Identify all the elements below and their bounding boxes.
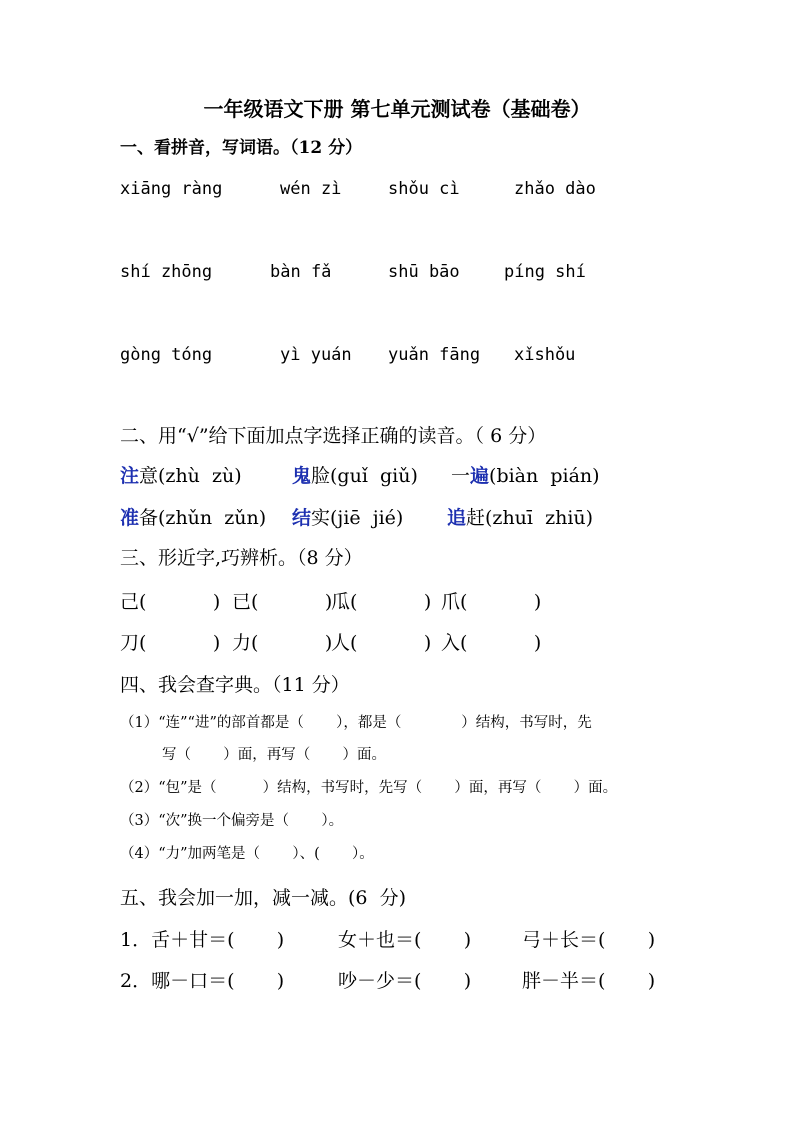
reading-options: 脸(guǐ giǔ) <box>311 465 418 487</box>
pinyin-item: shí zhōng <box>120 262 213 282</box>
dotted-character: 准 <box>120 507 140 529</box>
pinyin-item: xiāng ràng <box>120 179 223 199</box>
reading-item <box>292 505 403 531</box>
question-line: （4）“力”加两笔是（ ）、( ）。 <box>120 846 374 862</box>
pinyin-item: gòng tóng <box>120 345 213 365</box>
char-blank: 己( ) <box>120 591 221 613</box>
reading-item <box>292 463 418 489</box>
pinyin-item: zhǎo dào <box>514 179 596 199</box>
equation: 胖－半＝( ) <box>522 970 656 992</box>
char-blank: 人( ) <box>331 632 432 654</box>
char-blank: 爪( ) <box>441 591 542 613</box>
dotted-character: 注 <box>120 465 140 487</box>
char-blank: 瓜( ) <box>331 591 432 613</box>
reading-item <box>447 505 593 531</box>
question-line: 写（ ）面，再写（ ）面。 <box>162 747 387 763</box>
pinyin-item: yuǎn fāng <box>388 345 481 365</box>
pinyin-item: xǐshǒu <box>514 345 576 365</box>
char-blank: 刀( ) <box>120 632 221 654</box>
equation: 2．哪－口＝( ) <box>120 970 285 992</box>
dotted-character: 遍 <box>470 465 490 487</box>
pinyin-item: shū bāo <box>388 262 460 282</box>
equation: 吵－少＝( ) <box>338 970 472 992</box>
question-line: （3）“次”换一个偏旁是（ ）。 <box>120 813 344 829</box>
pinyin-item: wén zì <box>280 179 342 199</box>
pinyin-item: bàn fǎ <box>270 262 332 282</box>
dotted-character: 追 <box>447 507 467 529</box>
reading-options: 备(zhǔn zǔn) <box>139 507 267 529</box>
reading-options: 意(zhù zù) <box>139 465 242 487</box>
question-line: （1）“连”“进”的部首都是（ ），都是（ ）结构，书写时，先 <box>120 715 592 731</box>
question-line: （2）“包”是（ ）结构，书写时，先写（ ）面，再写（ ）面。 <box>120 780 618 796</box>
pinyin-item: yì yuán <box>280 345 352 365</box>
reading-prefix: 一 <box>451 465 471 487</box>
reading-item <box>120 505 266 531</box>
section-1-heading: 一、看拼音，写词语。（12 分） <box>120 138 363 158</box>
char-blank: 已( ) <box>232 591 333 613</box>
reading-item <box>451 463 600 489</box>
reading-options: 赶(zhuī zhiū) <box>466 507 594 529</box>
reading-options: 实(jiē jié) <box>311 507 404 529</box>
equation: 弓＋长＝( ) <box>522 929 656 951</box>
section-3-heading: 三、形近字,巧辨析。（8 分） <box>120 547 363 569</box>
reading-item <box>120 463 242 489</box>
reading-options: (biàn pián) <box>489 465 600 487</box>
page-title: 一年级语文下册 第七单元测试卷（基础卷） <box>203 97 591 121</box>
section-5-heading: 五、我会加一加，减一减。(6 分) <box>120 887 406 909</box>
section-4-heading: 四、我会查字典。（11 分） <box>120 674 350 696</box>
section-2-heading: 二、用“√”给下面加点字选择正确的读音。（ 6 分） <box>120 425 547 447</box>
pinyin-item: shǒu cì <box>388 179 460 199</box>
pinyin-item: píng shí <box>504 262 586 282</box>
char-blank: 力( ) <box>232 632 333 654</box>
char-blank: 入( ) <box>441 632 542 654</box>
dotted-character: 结 <box>292 507 312 529</box>
dotted-character: 鬼 <box>292 465 312 487</box>
equation: 1．舌＋甘＝( ) <box>120 929 285 951</box>
equation: 女＋也＝( ) <box>338 929 472 951</box>
